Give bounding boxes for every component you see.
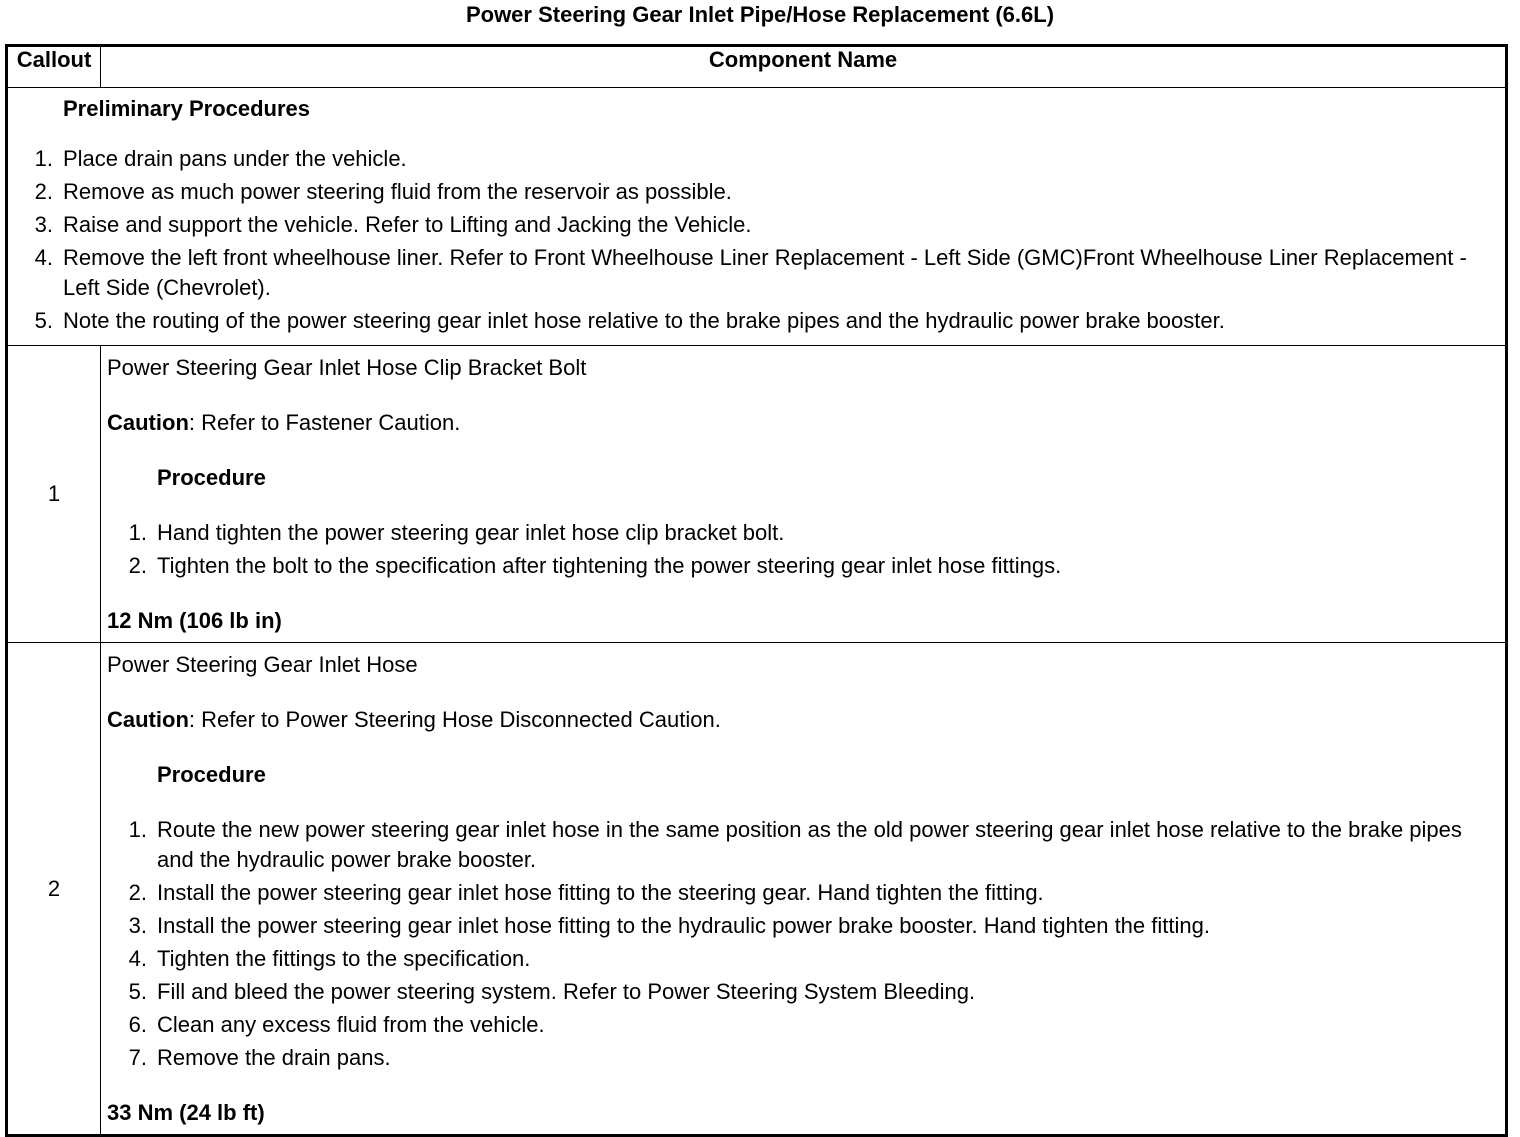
list-item xyxy=(107,1043,1499,1073)
list-item xyxy=(8,177,1505,207)
step-text: Fill and bleed the power steering system. Refer to Power Steering System Bleeding. xyxy=(157,979,976,1004)
component-name: Power Steering Gear Inlet Hose xyxy=(107,652,418,677)
step-text: Install the power steering gear inlet hose fitting to the steering gear. Hand tighten the fitting. xyxy=(157,880,1044,905)
list-item xyxy=(8,243,1505,303)
list-item xyxy=(107,815,1499,875)
preliminary-row xyxy=(7,88,1507,346)
step-text: Tighten the bolt to the specification after tightening the power steering gear inlet hose fittings. xyxy=(157,553,1062,578)
step-number: 3. xyxy=(128,913,147,938)
step-text: Clean any excess fluid from the vehicle. xyxy=(157,1012,545,1037)
step-number: 3. xyxy=(34,212,53,237)
caution-text: : Refer to Fastener Caution. xyxy=(188,410,461,435)
step-number: 4. xyxy=(128,946,147,971)
component-name: Power Steering Gear Inlet Hose Clip Bracket Bolt xyxy=(107,355,587,380)
step-text: Place drain pans under the vehicle. xyxy=(63,146,407,171)
component-cell xyxy=(101,643,1507,1136)
caution-text: : Refer to Power Steering Hose Disconnected Caution. xyxy=(188,707,721,732)
component-name-header: Component Name xyxy=(101,46,1507,88)
list-item xyxy=(107,977,1499,1007)
step-number: 5. xyxy=(34,308,53,333)
step-number: 7. xyxy=(128,1045,147,1070)
step-text: Tighten the fittings to the specification. xyxy=(157,946,531,971)
step-number: 1. xyxy=(34,146,53,171)
list-item xyxy=(107,551,1499,581)
step-text: Route the new power steering gear inlet hose in the same position as the old power steering gear inlet hose relative to the brake pipes and the hydraulic power brake booster. xyxy=(157,817,1462,872)
list-item xyxy=(107,518,1499,548)
step-text: Install the power steering gear inlet hose fitting to the hydraulic power brake booster. Hand tighten the fitting. xyxy=(157,913,1210,938)
step-number: 1. xyxy=(128,817,147,842)
step-number: 6. xyxy=(128,1012,147,1037)
step-text: Remove the drain pans. xyxy=(157,1045,391,1070)
procedure-steps xyxy=(107,518,1499,581)
preliminary-title: Preliminary Procedures xyxy=(63,96,311,121)
step-number: 2. xyxy=(128,880,147,905)
step-number: 2. xyxy=(128,553,147,578)
page-title: Power Steering Gear Inlet Pipe/Hose Replacement (6.6L) xyxy=(465,2,1055,27)
procedure-table xyxy=(5,44,1508,1137)
preliminary-steps xyxy=(8,144,1505,336)
table-header-row xyxy=(7,46,1507,88)
step-number: 2. xyxy=(34,179,53,204)
step-number: 4. xyxy=(34,245,53,270)
list-item xyxy=(107,1010,1499,1040)
step-number: 5. xyxy=(128,979,147,1004)
list-item xyxy=(107,911,1499,941)
list-item xyxy=(8,306,1505,336)
step-text: Note the routing of the power steering gear inlet hose relative to the brake pipes and the hydraulic power brake booster. xyxy=(63,308,1225,333)
component-cell xyxy=(101,346,1507,643)
step-text: Raise and support the vehicle. Refer to Lifting and Jacking the Vehicle. xyxy=(63,212,752,237)
callout-number: 2 xyxy=(7,643,101,1136)
step-text: Remove as much power steering fluid from the reservoir as possible. xyxy=(63,179,732,204)
list-item xyxy=(8,144,1505,174)
caution-note xyxy=(107,408,1499,438)
caution-label: Caution xyxy=(107,410,189,435)
caution-note xyxy=(107,705,1499,735)
procedure-title: Procedure xyxy=(157,762,266,787)
procedure-steps xyxy=(107,815,1499,1073)
caution-label: Caution xyxy=(107,707,189,732)
torque-spec: 12 Nm (106 lb in) xyxy=(107,608,282,633)
preliminary-cell xyxy=(7,88,1507,346)
step-number: 1. xyxy=(128,520,147,545)
torque-spec: 33 Nm (24 lb ft) xyxy=(107,1100,265,1125)
list-item xyxy=(107,944,1499,974)
list-item xyxy=(8,210,1505,240)
callout-header: Callout xyxy=(7,46,101,88)
table-row xyxy=(7,643,1507,1136)
step-text: Hand tighten the power steering gear inlet hose clip bracket bolt. xyxy=(157,520,785,545)
table-row xyxy=(7,346,1507,643)
callout-number: 1 xyxy=(7,346,101,643)
step-text: Remove the left front wheelhouse liner. Refer to Front Wheelhouse Liner Replacement - Left Side (GMC)Front Wheelhouse Liner Replacement - Left Side (Chevrolet). xyxy=(63,245,1467,300)
list-item xyxy=(107,878,1499,908)
procedure-title: Procedure xyxy=(157,465,266,490)
